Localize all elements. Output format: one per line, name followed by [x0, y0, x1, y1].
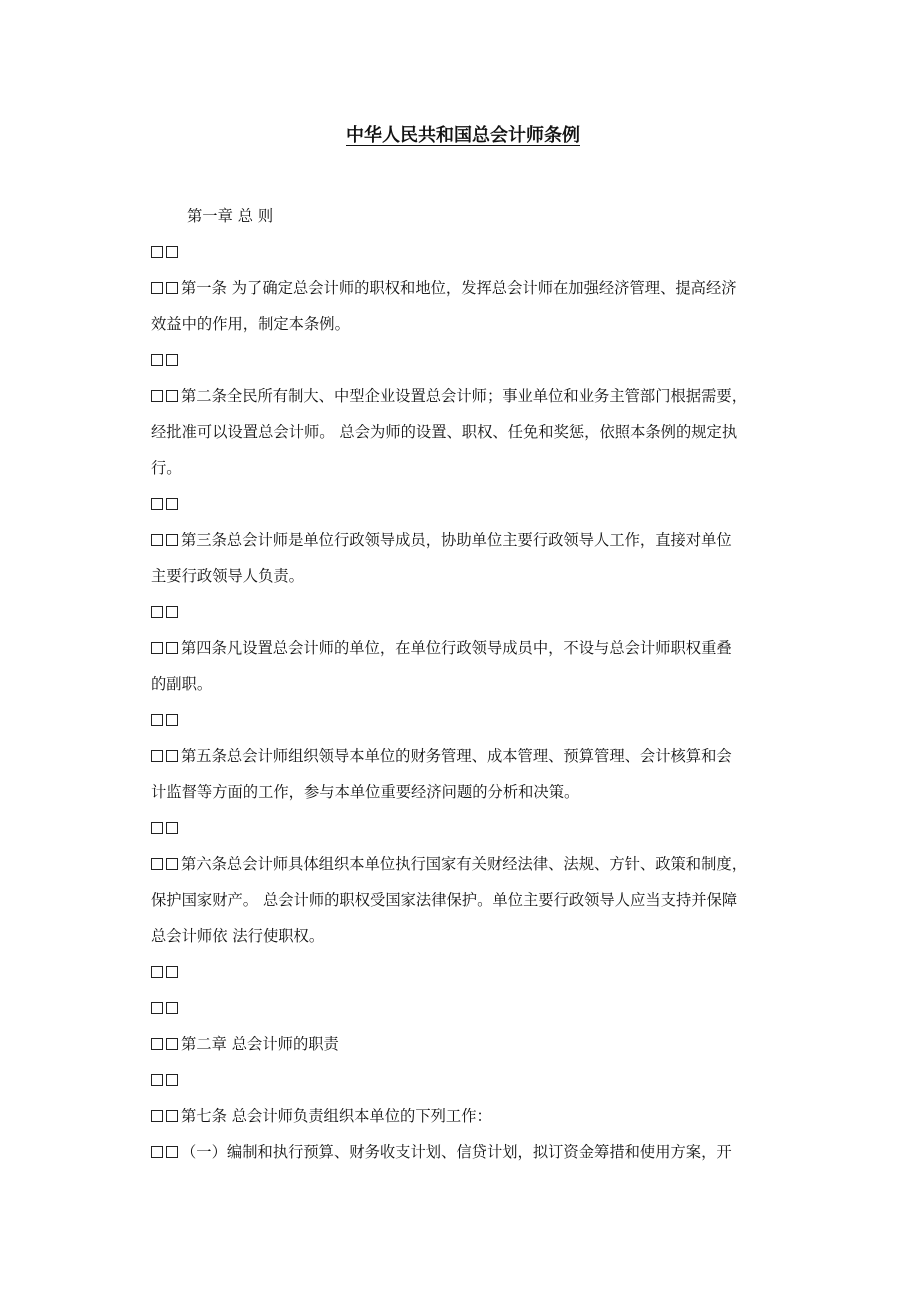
blank-line: [151, 1062, 776, 1098]
box-glyph-icon: [151, 858, 163, 870]
blank-line: [151, 234, 776, 270]
box-glyph-icon: [151, 822, 163, 834]
paragraph-line: 第一条 为了确定总会计师的职权和地位，发挥总会计师在加强经济管理、提高经济: [151, 270, 776, 306]
box-glyph-icon: [166, 966, 178, 978]
paragraph-line: 第三条总会计师是单位行政领导成员，协助单位主要行政领导人工作，直接对单位: [151, 522, 776, 558]
box-glyph-icon: [151, 498, 163, 510]
paragraph-line: 第五条总会计师组织领导本单位的财务管理、成本管理、预算管理、会计核算和会: [151, 738, 776, 774]
box-glyph-icon: [166, 1002, 178, 1014]
document-title: 中华人民共和国总会计师条例: [346, 125, 580, 146]
paragraph-line: 第二条全民所有制大、中型企业设置总会计师；事业单位和业务主管部门根据需要，: [151, 378, 776, 414]
paragraph-line: 的副职。: [151, 675, 213, 693]
box-glyph-icon: [151, 354, 163, 366]
box-glyph-icon: [151, 390, 163, 402]
blank-line: [151, 810, 776, 846]
box-glyph-icon: [151, 750, 163, 762]
box-glyph-icon: [151, 714, 163, 726]
blank-line: [151, 702, 776, 738]
box-glyph-icon: [151, 1110, 163, 1122]
box-glyph-icon: [166, 606, 178, 618]
chapter-heading: 第二章 总会计师的职责: [151, 1026, 776, 1062]
box-glyph-icon: [151, 1074, 163, 1086]
box-glyph-icon: [166, 1074, 178, 1086]
paragraph-line: 效益中的作用，制定本条例。: [151, 315, 350, 333]
paragraph-line: 第四条凡设置总会计师的单位，在单位行政领导成员中，不设与总会计师职权重叠: [151, 630, 776, 666]
box-glyph-icon: [166, 246, 178, 258]
box-glyph-icon: [151, 642, 163, 654]
paragraph-line: 保护国家财产。 总会计师的职权受国家法律保护。单位主要行政领导人应当支持并保障: [151, 891, 738, 909]
box-glyph-icon: [151, 246, 163, 258]
box-glyph-icon: [151, 966, 163, 978]
paragraph-line: 主要行政领导人负责。: [151, 567, 304, 585]
box-glyph-icon: [151, 1146, 163, 1158]
box-glyph-icon: [166, 1146, 178, 1158]
paragraph-line: 总会计师依 法行使职权。: [151, 927, 325, 945]
box-glyph-icon: [166, 1038, 178, 1050]
box-glyph-icon: [166, 354, 178, 366]
blank-line: [151, 594, 776, 630]
document-body: [151, 198, 776, 1170]
paragraph-line: 经批准可以设置总会计师。 总会为师的设置、职权、任免和奖惩，依照本条例的规定执: [151, 423, 738, 441]
blank-line: [151, 342, 776, 378]
box-glyph-icon: [166, 714, 178, 726]
box-glyph-icon: [151, 534, 163, 546]
box-glyph-icon: [166, 282, 178, 294]
box-glyph-icon: [151, 282, 163, 294]
box-glyph-icon: [166, 390, 178, 402]
paragraph-line: 行。: [151, 459, 182, 477]
box-glyph-icon: [166, 750, 178, 762]
box-glyph-icon: [166, 1110, 178, 1122]
chapter-heading: 第一章 总 则: [187, 207, 274, 225]
blank-line: [151, 954, 776, 990]
box-glyph-icon: [166, 858, 178, 870]
box-glyph-icon: [166, 534, 178, 546]
box-glyph-icon: [151, 1002, 163, 1014]
paragraph-line: 第七条 总会计师负责组织本单位的下列工作：: [151, 1098, 776, 1134]
box-glyph-icon: [166, 642, 178, 654]
paragraph-line: （一）编制和执行预算、财务收支计划、信贷计划，拟订资金筹措和使用方案，开: [151, 1134, 776, 1170]
box-glyph-icon: [151, 1038, 163, 1050]
box-glyph-icon: [151, 606, 163, 618]
box-glyph-icon: [166, 498, 178, 510]
blank-line: [151, 990, 776, 1026]
box-glyph-icon: [166, 822, 178, 834]
paragraph-line: 计监督等方面的工作，参与本单位重要经济问题的分析和决策。: [151, 783, 580, 801]
paragraph-line: 第六条总会计师具体组织本单位执行国家有关财经法律、法规、方针、政策和制度，: [151, 846, 776, 882]
blank-line: [151, 486, 776, 522]
